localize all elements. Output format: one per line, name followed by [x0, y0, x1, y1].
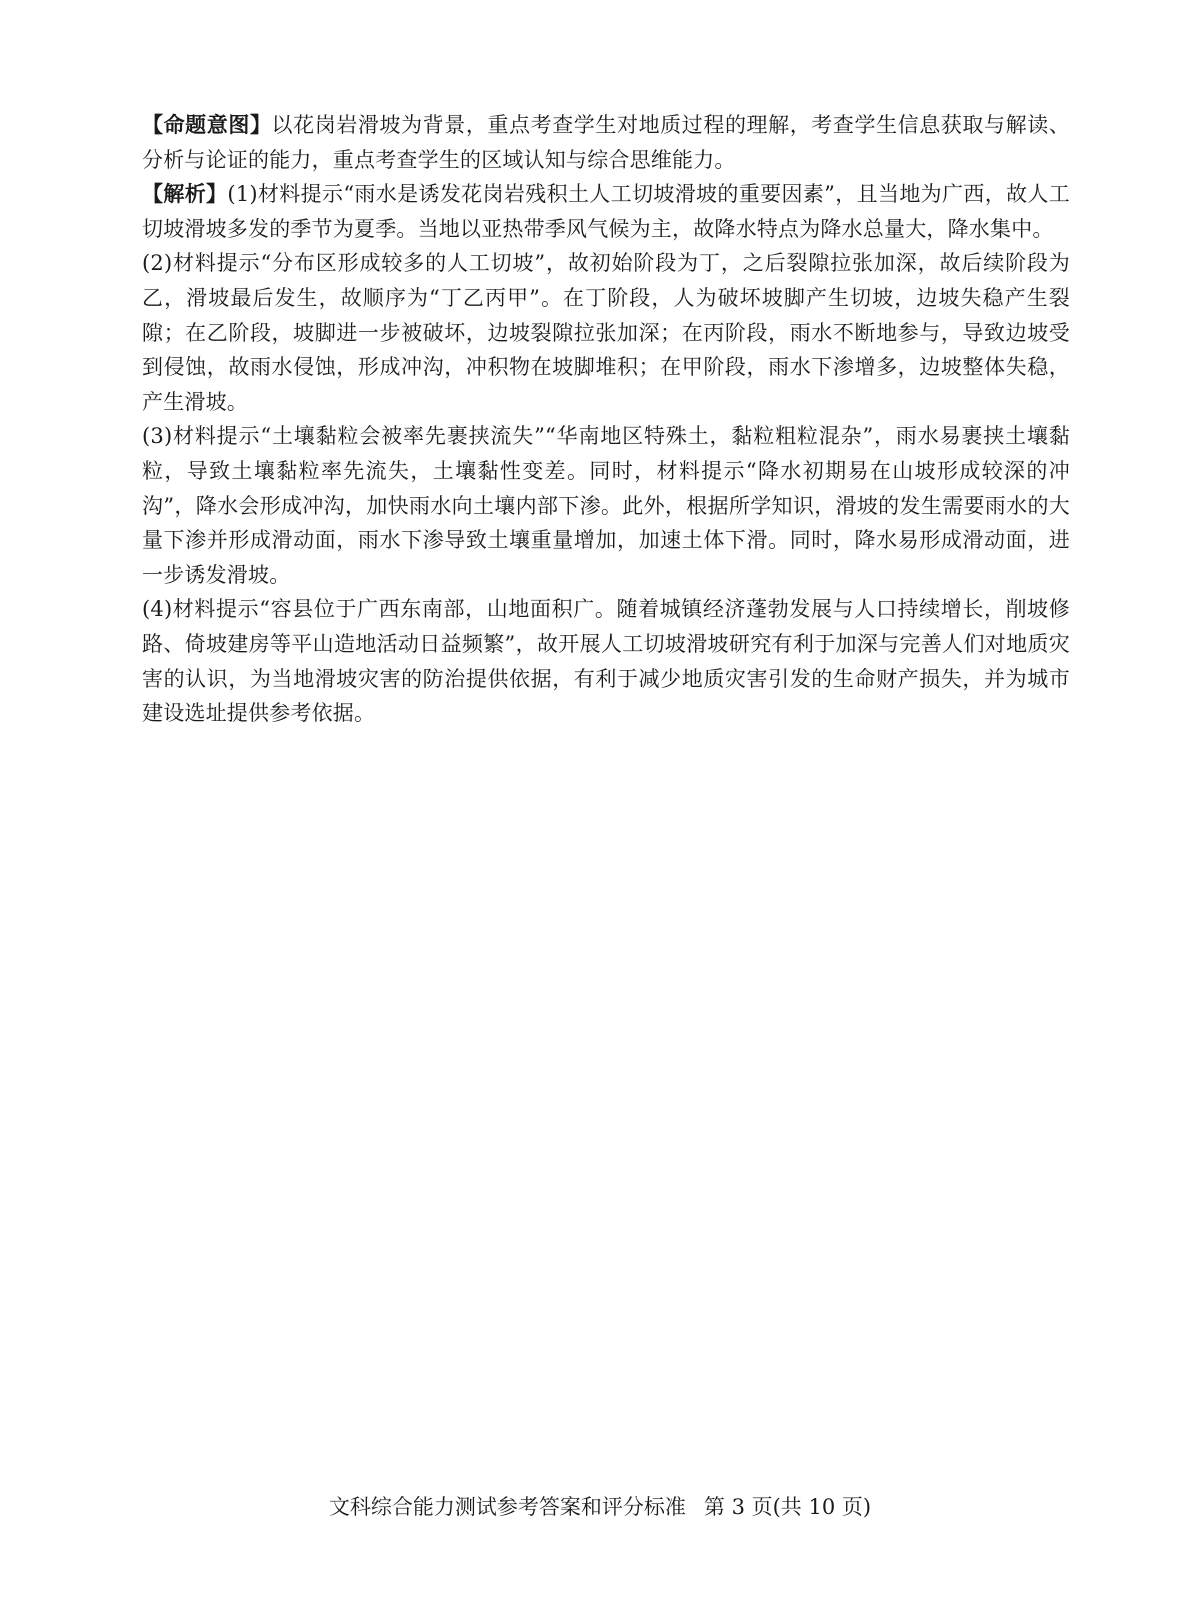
analysis-q3-paragraph: (3)材料提示“土壤黏粒会被率先裹挟流失”“华南地区特殊土，黏粒粗粒混杂”，雨水易裹挟土壤黏粒，导致土壤黏粒率先流失，土壤黏性变差。同时，材料提示“降水初期易在山坡形成较深的冲沟”，降水会形成冲沟，加快雨水向土壤内部下渗。此外，根据所学知识，滑坡的发生需要雨水的大量下渗并形成滑动面，雨水下渗导致土壤重量增加，加速土体下滑。同时，降水易形成滑动面，进一步诱发滑坡。 [142, 424, 1070, 587]
analysis-label: 【解析】 [142, 182, 228, 207]
intent-label: 【命题意图】 [142, 113, 272, 137]
page-footer [0, 1492, 1200, 1522]
analysis-q2-paragraph: (2)材料提示“分布区形成较多的人工切坡”，故初始阶段为丁，之后裂隙拉张加深，故后续阶段为乙，滑坡最后发生，故顺序为“丁乙丙甲”。在丁阶段，人为破坏坡脚产生切坡，边坡失稳产生裂隙；在乙阶段，坡脚进一步被破坏，边坡裂隙拉张加深；在丙阶段，雨水不断地参与，导致边坡受到侵蚀，故雨水侵蚀，形成冲沟，冲积物在坡脚堆积；在甲阶段，雨水下渗增多，边坡整体失稳，产生滑坡。 [142, 251, 1070, 414]
analysis-q1-text: (1)材料提示“雨水是诱发花岗岩残积土人工切坡滑坡的重要因素”，且当地为广西，故人工切坡滑坡多发的季节为夏季。当地以亚热带季风气候为主，故降水特点为降水总量大，降水集中。 [142, 182, 1070, 241]
intent-paragraph [142, 108, 1070, 177]
analysis-q4-paragraph: (4)材料提示“容县位于广西东南部，山地面积广。随着城镇经济蓬勃发展与人口持续增长，削坡修路、倚坡建房等平山造地活动日益频繁”，故开展人工切坡滑坡研究有利于加深与完善人们对地质灾害的认识，为当地滑坡灾害的防治提供依据，有利于减少地质灾害引发的生命财产损失，并为城市建设选址提供参考依据。 [142, 597, 1070, 726]
intent-text: 以花岗岩滑坡为背景，重点考查学生对地质过程的理解，考查学生信息获取与解读、分析与论证的能力，重点考查学生的区域认知与综合思维能力。 [142, 113, 1070, 172]
document-body [142, 108, 1070, 731]
footer-title: 文科综合能力测试参考答案和评分标准 [328, 1495, 686, 1519]
footer-page-number: 第 3 页(共 10 页) [703, 1495, 872, 1519]
analysis-q1-paragraph [142, 177, 1070, 246]
